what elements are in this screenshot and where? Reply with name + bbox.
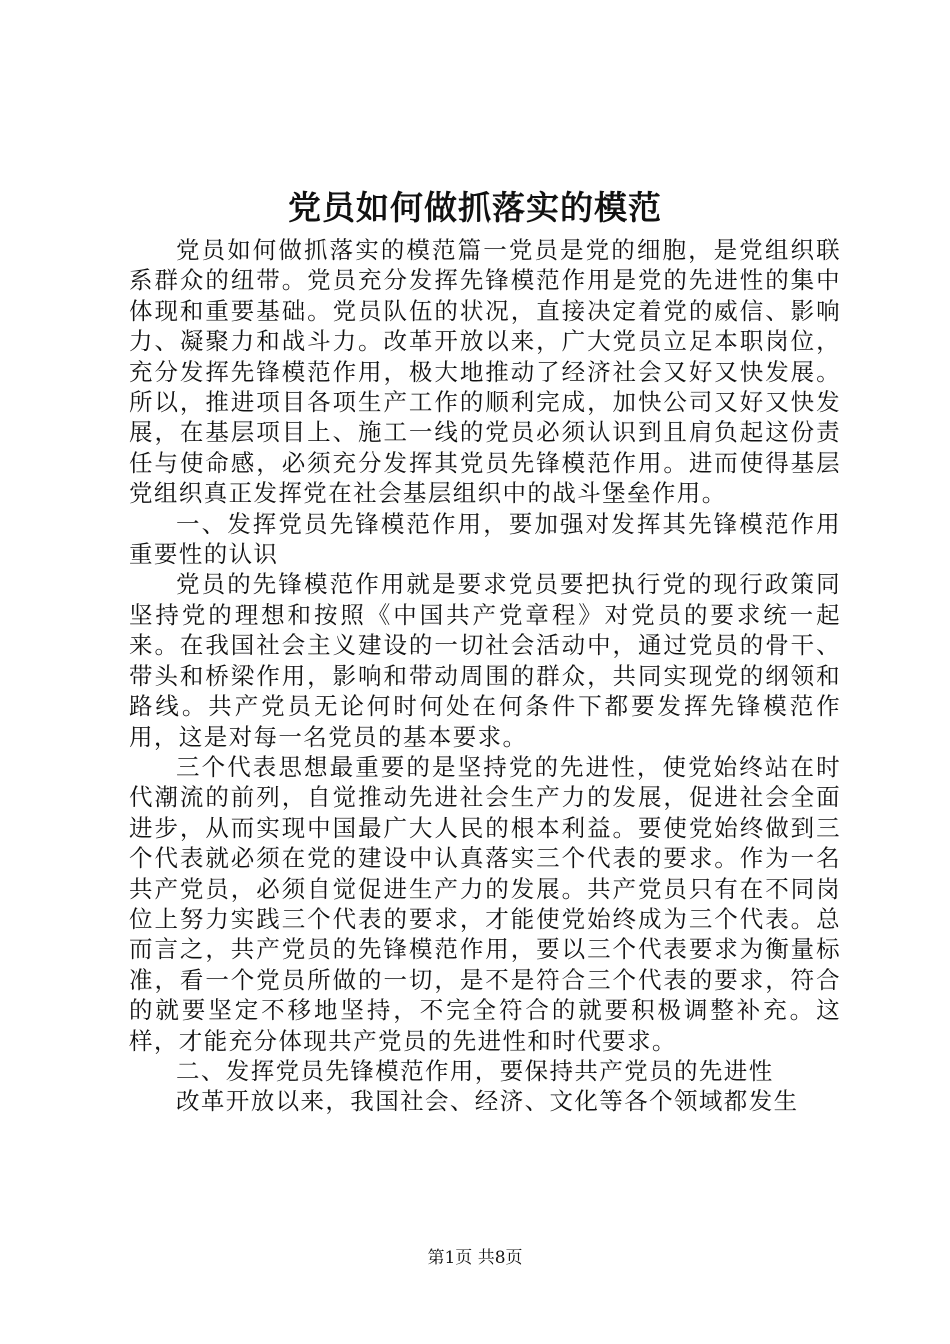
document-body xyxy=(129,235,841,1117)
body-paragraph: 改革开放以来，我国社会、经济、文化等各个领域都发生 xyxy=(176,1087,799,1116)
page-number-footer: 第1页 共8页 xyxy=(427,1248,523,1268)
document-title: 党员如何做抓落实的模范 xyxy=(288,188,662,227)
body-paragraph: 党员如何做抓落实的模范篇一党员是党的细胞，是党组织联系群众的纽带。党员充分发挥先锋模范作用是党的先进性的集中体现和重要基础。党员队伍的状况，直接决定着党的威信、影响力、凝聚力和战斗力。改革开放以来，广大党员立足本职岗位，充分发挥先锋模范作用，极大地推动了经济社会又好又快发展。所以，推进项目各项生产工作的顺利完成，加快公司又好又快发展，在基层项目上、施工一线的党员必须认识到且肩负起这份责任与使命感，必须充分发挥其党员先锋模范作用。进而使得基层党组织真正发挥党在社会基层组织中的战斗堡垒作用。 xyxy=(129,236,841,508)
body-paragraph: 三个代表思想最重要的是坚持党的先进性，使党始终站在时代潮流的前列，自觉推动先进社会生产力的发展，促进社会全面进步，从而实现中国最广大人民的根本利益。要使党始终做到三个代表就必须在党的建设中认真落实三个代表的要求。作为一名共产党员，必须自觉促进生产力的发展。共产党员只有在不同岗位上努力实践三个代表的要求，才能使党始终成为三个代表。总而言之，共产党员的先锋模范作用，要以三个代表要求为衡量标准，看一个党员所做的一切，是不是符合三个代表的要求，符合的就要坚定不移地坚持，不完全符合的就要积极调整补充。这样，才能充分体现共产党员的先进性和时代要求。 xyxy=(129,752,841,1055)
section-heading: 一、发挥党员先锋模范作用，要加强对发挥其先锋模范作用重要性的认识 xyxy=(129,509,841,569)
section-heading: 二、发挥党员先锋模范作用，要保持共产党员的先进性 xyxy=(176,1056,774,1085)
body-paragraph: 党员的先锋模范作用就是要求党员要把执行党的现行政策同坚持党的理想和按照《中国共产党章程》对党员的要求统一起来。在我国社会主义建设的一切社会活动中，通过党员的骨干、带头和桥梁作用，影响和带动周围的群众，共同实现党的纲领和路线。共产党员无论何时何处在何条件下都要发挥先锋模范作用，这是对每一名党员的基本要求。 xyxy=(129,570,841,751)
